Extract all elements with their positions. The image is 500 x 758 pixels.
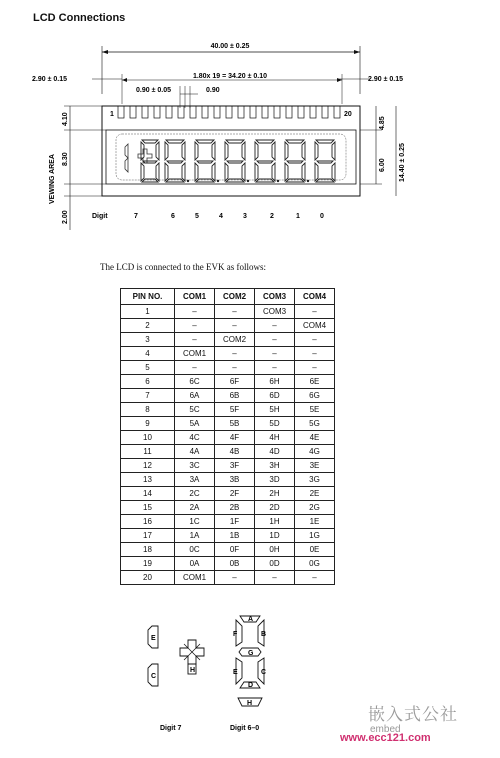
- segment-cell: 4C: [175, 431, 215, 445]
- segment-cell: 3C: [175, 459, 215, 473]
- seg-label-b: B: [261, 631, 267, 638]
- segment-cell: –: [215, 361, 255, 375]
- segment-cell: 3A: [175, 473, 215, 487]
- seg-label-c: C: [151, 673, 157, 680]
- segment-cell: –: [215, 305, 255, 319]
- segment-cell: 5C: [175, 403, 215, 417]
- seg-label-d: D: [248, 682, 254, 689]
- pin-number-cell: 2: [121, 319, 175, 333]
- pin-number-cell: 7: [121, 389, 175, 403]
- segment-cell: 4B: [215, 445, 255, 459]
- seg-label-h: H: [190, 667, 196, 674]
- digit7-caption: Digit 7: [160, 725, 182, 732]
- pin-number-cell: 15: [121, 501, 175, 515]
- segment-cell: –: [215, 319, 255, 333]
- segment-cell: –: [295, 305, 335, 319]
- segment-cell: 1C: [175, 515, 215, 529]
- segment-cell: 6F: [215, 375, 255, 389]
- segment-cell: –: [255, 333, 295, 347]
- table-row: [121, 347, 335, 361]
- segment-cell: 0C: [175, 543, 215, 557]
- table-row: [121, 403, 335, 417]
- segment-cell: 4A: [175, 445, 215, 459]
- pin-number-cell: 16: [121, 515, 175, 529]
- segment-cell: 2H: [255, 487, 295, 501]
- segment-cell: –: [175, 333, 215, 347]
- segment-cell: 6E: [295, 375, 335, 389]
- segment-cell: 1A: [175, 529, 215, 543]
- segment-cell: 3D: [255, 473, 295, 487]
- segment-cell: 2D: [255, 501, 295, 515]
- pitch-label: 1.80x 19 = 34.20 ± 0.10: [192, 73, 268, 80]
- table-row: [121, 305, 335, 319]
- segment-cell: 2A: [175, 501, 215, 515]
- pin-number-cell: 14: [121, 487, 175, 501]
- segment-cell: 1E: [295, 515, 335, 529]
- segment-cell: 6C: [175, 375, 215, 389]
- segment-cell: 3H: [255, 459, 295, 473]
- seg-label-f: F: [233, 631, 238, 638]
- connection-caption: The LCD is connected to the EVK as follows:: [100, 262, 266, 272]
- digit-number: 6: [171, 213, 175, 220]
- lcd-dimension-drawing: [30, 34, 416, 240]
- table-row: [121, 557, 335, 571]
- segment-cell: –: [255, 571, 295, 585]
- segment-cell: –: [295, 347, 335, 361]
- digit-number: 3: [243, 213, 247, 220]
- pin-number-cell: 13: [121, 473, 175, 487]
- seg-label-c2: C: [261, 669, 267, 676]
- table-row: [121, 571, 335, 585]
- viewing-height-label: 8.30: [62, 152, 69, 166]
- header-cell: COM3: [255, 289, 295, 305]
- watermark-text: 嵌入式公社: [368, 705, 458, 724]
- pin-number-cell: 3: [121, 333, 175, 347]
- header-cell: COM2: [215, 289, 255, 305]
- segment-cell: 2E: [295, 487, 335, 501]
- segment-cell: 0A: [175, 557, 215, 571]
- seg-label-g: G: [248, 650, 254, 657]
- segment-cell: 3E: [295, 459, 335, 473]
- segment-cell: 1G: [295, 529, 335, 543]
- bottom-height-label: 2.00: [62, 210, 69, 224]
- digit-number: 0: [320, 213, 324, 220]
- pin-width-label: 0.90 ± 0.05: [136, 87, 171, 94]
- segment-cell: 0D: [255, 557, 295, 571]
- table-row: [121, 501, 335, 515]
- segment-cell: 5A: [175, 417, 215, 431]
- table-row: [121, 431, 335, 445]
- segment-cell: 2F: [215, 487, 255, 501]
- pin-number-cell: 5: [121, 361, 175, 375]
- segment-cell: 5E: [295, 403, 335, 417]
- header-cell: PIN NO.: [121, 289, 175, 305]
- right-mid-label: 6.00: [379, 158, 386, 172]
- segment-cell: 0G: [295, 557, 335, 571]
- table-row: [121, 417, 335, 431]
- segment-cell: COM3: [255, 305, 295, 319]
- segment-cell: 4E: [295, 431, 335, 445]
- pin-number-cell: 18: [121, 543, 175, 557]
- segment-cell: –: [255, 347, 295, 361]
- pin-last-label: 20: [344, 111, 352, 118]
- top-height-label: 4.10: [62, 112, 69, 126]
- table-row: [121, 515, 335, 529]
- seg-label-e2: E: [233, 669, 238, 676]
- segment-cell: 4H: [255, 431, 295, 445]
- segment-cell: 6D: [255, 389, 295, 403]
- table-row: [121, 459, 335, 473]
- pin-number-cell: 6: [121, 375, 175, 389]
- viewing-area-label: VEWING AREA: [49, 154, 56, 204]
- segment-cell: 2G: [295, 501, 335, 515]
- segment-cell: 2C: [175, 487, 215, 501]
- segment-cell: 6B: [215, 389, 255, 403]
- segment-cell: COM1: [175, 347, 215, 361]
- segment-cell: COM1: [175, 571, 215, 585]
- digit-number: 2: [270, 213, 274, 220]
- segment-cell: –: [175, 305, 215, 319]
- segment-cell: 4G: [295, 445, 335, 459]
- left-margin-label: 2.90 ± 0.15: [32, 76, 67, 83]
- pin-number-cell: 17: [121, 529, 175, 543]
- pin-mapping-table: [120, 288, 335, 585]
- watermark-site: www.ecc121.com: [340, 732, 431, 744]
- segment-cell: 1D: [255, 529, 295, 543]
- segment-cell: 5H: [255, 403, 295, 417]
- segment-cell: 0H: [255, 543, 295, 557]
- table-row: [121, 333, 335, 347]
- segment-cell: –: [255, 361, 295, 375]
- digit-number: 1: [296, 213, 300, 220]
- segment-cell: 6A: [175, 389, 215, 403]
- segment-cell: 3F: [215, 459, 255, 473]
- segment-cell: –: [175, 361, 215, 375]
- segment-cell: 5B: [215, 417, 255, 431]
- segment-cell: 3B: [215, 473, 255, 487]
- table-row: [121, 529, 335, 543]
- table-row: [121, 389, 335, 403]
- table-row: [121, 375, 335, 389]
- segment-cell: COM4: [295, 319, 335, 333]
- segment-cell: 0E: [295, 543, 335, 557]
- segment-legend-drawing: [130, 612, 290, 740]
- header-cell: COM4: [295, 289, 335, 305]
- segment-cell: 6H: [255, 375, 295, 389]
- segment-cell: 0B: [215, 557, 255, 571]
- digit-number: 5: [195, 213, 199, 220]
- table-row: [121, 473, 335, 487]
- segment-cell: COM2: [215, 333, 255, 347]
- segment-cell: 1F: [215, 515, 255, 529]
- segment-cell: 5G: [295, 417, 335, 431]
- seven-segment-digits: [141, 140, 335, 182]
- table-row: [121, 445, 335, 459]
- segment-cell: –: [215, 347, 255, 361]
- seg-label-e: E: [151, 635, 156, 642]
- pin-first-label: 1: [110, 111, 114, 118]
- segment-cell: 5F: [215, 403, 255, 417]
- table-row: [121, 487, 335, 501]
- right-margin-label: 2.90 ± 0.15: [368, 76, 403, 83]
- digit-number: 4: [219, 213, 223, 220]
- table-row: [121, 361, 335, 375]
- pin-number-cell: 8: [121, 403, 175, 417]
- table-row: [121, 543, 335, 557]
- table-header-row: [121, 289, 335, 305]
- segment-cell: –: [295, 571, 335, 585]
- segment-cell: 6G: [295, 389, 335, 403]
- total-height-label: 14.40 ± 0.25: [399, 143, 406, 182]
- pin-number-cell: 1: [121, 305, 175, 319]
- segment-cell: –: [255, 319, 295, 333]
- pin-number-cell: 10: [121, 431, 175, 445]
- segment-cell: –: [295, 361, 335, 375]
- segment-cell: –: [175, 319, 215, 333]
- segment-cell: 1H: [255, 515, 295, 529]
- digit-label: Digit: [92, 213, 108, 220]
- seg-label-h2: H: [247, 700, 253, 707]
- pin-number-cell: 12: [121, 459, 175, 473]
- pin-row: [118, 106, 340, 118]
- pin-number-cell: 20: [121, 571, 175, 585]
- pin-number-cell: 9: [121, 417, 175, 431]
- segment-cell: 0F: [215, 543, 255, 557]
- segment-cell: 1B: [215, 529, 255, 543]
- segment-cell: 2B: [215, 501, 255, 515]
- segment-cell: –: [215, 571, 255, 585]
- segment-cell: 3G: [295, 473, 335, 487]
- segment-cell: 4D: [255, 445, 295, 459]
- segment-cell: –: [295, 333, 335, 347]
- watermark-embed: embed: [370, 724, 401, 735]
- segment-cell: 5D: [255, 417, 295, 431]
- digit-number: 7: [134, 213, 138, 220]
- pin-number-cell: 11: [121, 445, 175, 459]
- section-title: LCD Connections: [33, 12, 126, 24]
- seg-label-a: A: [248, 616, 254, 623]
- table-row: [121, 319, 335, 333]
- pin-number-cell: 4: [121, 347, 175, 361]
- header-cell: COM1: [175, 289, 215, 305]
- pin-number-cell: 19: [121, 557, 175, 571]
- overall-width-label: 40.00 ± 0.25: [210, 43, 250, 50]
- segment-cell: 4F: [215, 431, 255, 445]
- digit60-caption: Digit 6–0: [230, 725, 260, 732]
- right-top-label: 4.85: [379, 116, 386, 130]
- pin-gap-label: 0.90: [206, 87, 220, 94]
